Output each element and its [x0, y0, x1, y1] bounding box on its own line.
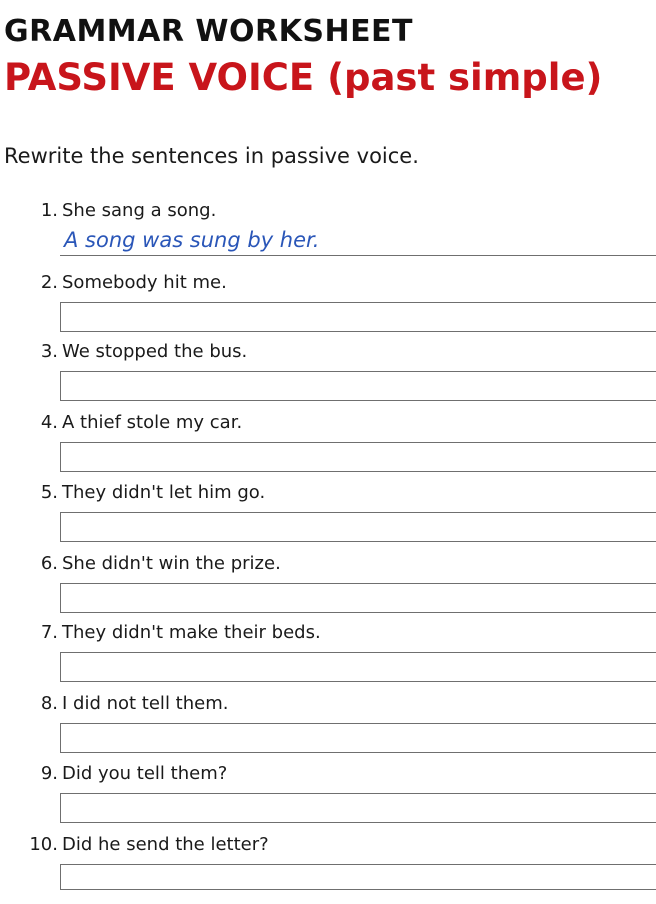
question-text: She sang a song. [62, 200, 217, 221]
answer-box[interactable] [60, 723, 656, 753]
question-item [0, 412, 656, 482]
question-text: We stopped the bus. [62, 341, 248, 362]
question-number: 6. [40, 553, 58, 574]
worksheet-subtitle: PASSIVE VOICE (past simple) [4, 56, 603, 99]
question-text: They didn't make their beds. [62, 622, 321, 643]
answer-line [60, 255, 656, 256]
example-answer: A song was sung by her. [64, 228, 320, 252]
answer-box[interactable] [60, 442, 656, 472]
answer-box[interactable] [60, 864, 656, 890]
answer-box[interactable] [60, 583, 656, 613]
question-item [0, 200, 656, 270]
question-item [0, 622, 656, 692]
question-item [0, 834, 656, 904]
answer-box[interactable] [60, 371, 656, 401]
question-number: 9. [40, 763, 58, 784]
question-text: A thief stole my car. [62, 412, 243, 433]
question-number: 3. [40, 341, 58, 362]
answer-box[interactable] [60, 652, 656, 682]
question-number: 7. [40, 622, 58, 643]
question-text: Did you tell them? [62, 763, 228, 784]
question-text: Did he send the letter? [62, 834, 269, 855]
answer-box[interactable] [60, 302, 656, 332]
question-text: Somebody hit me. [62, 272, 227, 293]
question-item [0, 693, 656, 763]
question-number: 8. [40, 693, 58, 714]
question-number: 10. [29, 834, 58, 855]
answer-box[interactable] [60, 512, 656, 542]
question-item [0, 482, 656, 552]
question-item [0, 272, 656, 342]
worksheet-title: GRAMMAR WORKSHEET [4, 14, 414, 49]
question-text: I did not tell them. [62, 693, 229, 714]
question-number: 5. [40, 482, 58, 503]
question-text: They didn't let him go. [62, 482, 266, 503]
instructions: Rewrite the sentences in passive voice. [4, 144, 419, 168]
question-item [0, 341, 656, 411]
question-text: She didn't win the prize. [62, 553, 281, 574]
question-item [0, 553, 656, 623]
answer-box[interactable] [60, 793, 656, 823]
question-item [0, 763, 656, 833]
question-number: 1. [40, 200, 58, 221]
question-number: 2. [40, 272, 58, 293]
question-number: 4. [40, 412, 58, 433]
